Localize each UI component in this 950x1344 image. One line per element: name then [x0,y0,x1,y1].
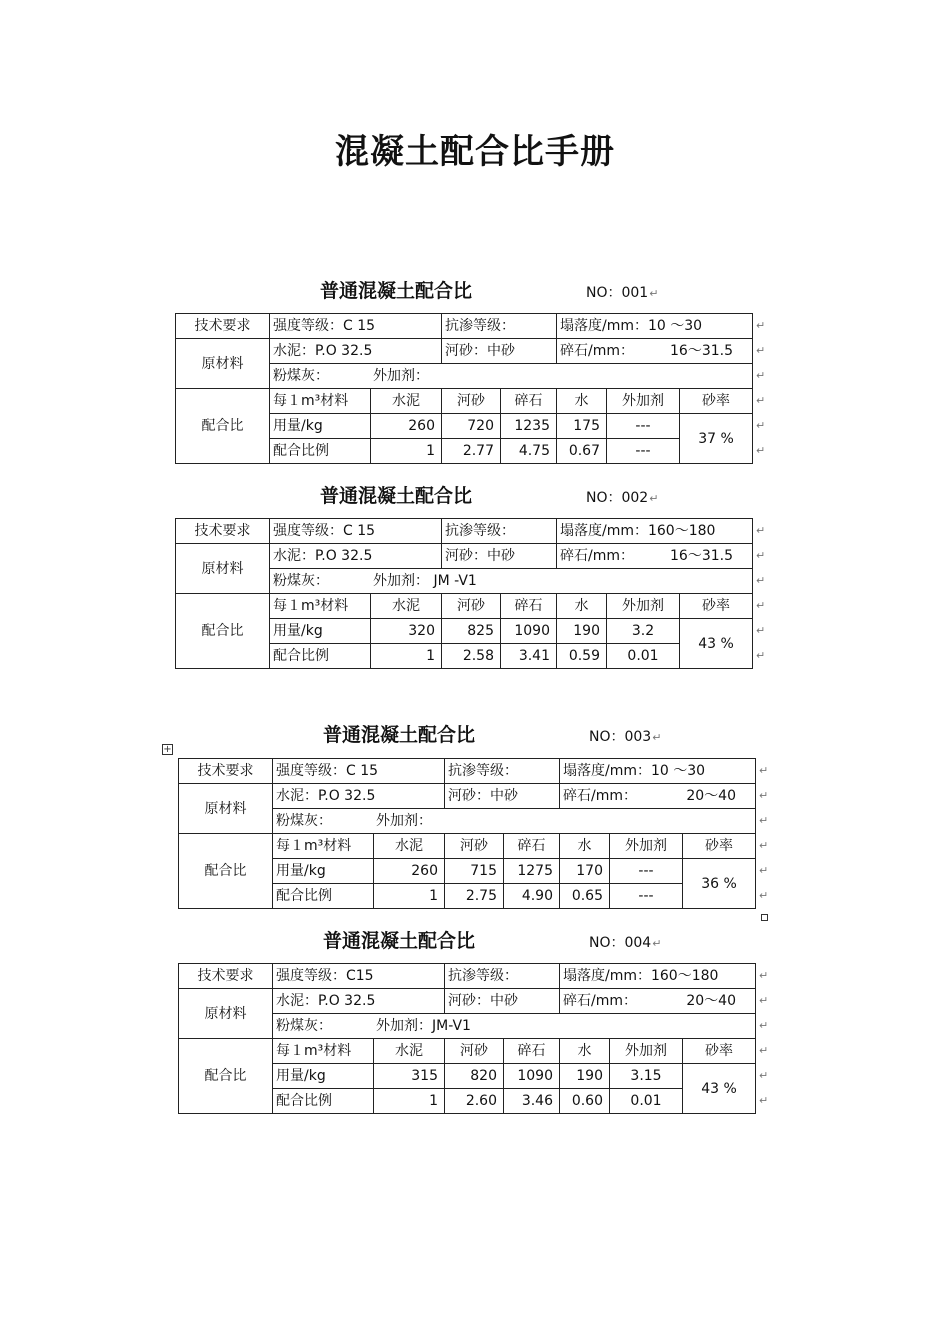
quantity-value: 190 [557,619,607,644]
gravel-spec: 碎石/mm： [560,548,634,564]
section-heading: 普通混凝土配合比 [320,280,473,302]
strength-grade: 强度等级：C15 [273,964,445,989]
ratio-value: --- [607,439,680,464]
admixture-spec: 外加剂： [376,813,432,829]
table-row [179,784,756,809]
section-number [586,282,658,302]
table-row [176,339,753,364]
section-number-text: NO：003 [589,729,652,745]
column-header-cement: 水泥 [374,834,445,859]
tech-requirements-label: 技术要求 [179,964,273,989]
sand-rate-value: 36 % [683,859,756,909]
table-row [176,594,753,619]
ratio-value: 2.58 [442,644,501,669]
end-of-row-mark-icon: ↵ [756,419,766,432]
column-header-water: 水 [560,834,610,859]
ratio-value: 3.41 [501,644,557,669]
ratio-value: 1 [374,884,445,909]
gravel-size: 20～40 [686,993,736,1009]
column-header-gravel: 碎石 [501,594,557,619]
column-header-water: 水 [557,594,607,619]
flyash-spec: 粉煤灰： [276,813,332,829]
flyash-admixture-cell [273,1014,756,1039]
column-header-admixture: 外加剂 [607,389,680,414]
end-of-row-mark-icon: ↵ [759,789,769,802]
quantity-value: 1090 [504,1064,560,1089]
quantity-value: 170 [560,859,610,884]
column-header-sand: 河砂 [442,594,501,619]
gravel-size: 16～31.5 [670,343,733,359]
section-number-text: NO：001 [586,285,649,301]
strength-grade: 强度等级：C 15 [270,314,442,339]
column-header-sand: 河砂 [442,389,501,414]
quantity-label: 用量/kg [270,619,371,644]
raw-materials-label: 原材料 [176,544,270,594]
sand-spec: 河砂：中砂 [445,784,560,809]
ratio-value: 2.75 [445,884,504,909]
gravel-spec-cell [560,989,756,1014]
gravel-spec-cell [557,544,753,569]
table-row [176,314,753,339]
end-of-row-mark-icon: ↵ [759,814,769,827]
section-number [586,487,658,507]
quantity-label: 用量/kg [273,1064,374,1089]
per-cubic-meter-label: 每１m³材料 [270,389,371,414]
section-number [589,932,661,952]
mix-ratio-label: 配合比 [179,834,273,909]
table-row [176,519,753,544]
quantity-label: 用量/kg [273,859,374,884]
sand-spec: 河砂：中砂 [442,339,557,364]
end-of-row-mark-icon: ↵ [759,994,769,1007]
quantity-value: --- [607,414,680,439]
raw-materials-label: 原材料 [176,339,270,389]
impermeability-grade: 抗渗等级： [442,314,557,339]
cement-spec: 水泥：P.O 32.5 [273,784,445,809]
slump-value: 塌落度/mm：10 ～30 [560,759,756,784]
ratio-value: 4.90 [504,884,560,909]
section-heading: 普通混凝土配合比 [323,930,476,952]
column-header-admixture: 外加剂 [610,1039,683,1064]
quantity-value: 260 [371,414,442,439]
ratio-value: 0.59 [557,644,607,669]
gravel-size: 16～31.5 [670,548,733,564]
mix-ratio-table [178,963,756,1114]
strength-grade: 强度等级：C 15 [270,519,442,544]
raw-materials-label: 原材料 [179,989,273,1039]
table-row [179,834,756,859]
sand-rate-value: 43 % [683,1064,756,1114]
quantity-value: 320 [371,619,442,644]
tech-requirements-label: 技术要求 [176,519,270,544]
section-number [589,726,661,746]
cement-spec: 水泥：P.O 32.5 [270,339,442,364]
quantity-value: 260 [374,859,445,884]
end-of-row-mark-icon: ↵ [756,574,766,587]
column-header-cement: 水泥 [371,389,442,414]
quantity-value: 315 [374,1064,445,1089]
end-of-row-mark-icon: ↵ [756,344,766,357]
column-header-sand-rate: 砂率 [680,594,753,619]
ratio-value: 2.60 [445,1089,504,1114]
table-move-handle-icon[interactable]: + [163,744,172,755]
paragraph-mark-icon: ↵ [652,731,662,744]
mix-ratio-table [175,313,753,464]
ratio-label: 配合比例 [273,884,374,909]
ratio-value: 3.46 [504,1089,560,1114]
paragraph-mark-icon: ↵ [652,937,662,950]
ratio-value: 2.77 [442,439,501,464]
ratio-value: 4.75 [501,439,557,464]
section-heading: 普通混凝土配合比 [323,724,476,746]
end-of-row-mark-icon: ↵ [759,969,769,982]
impermeability-grade: 抗渗等级： [445,964,560,989]
quantity-value: 720 [442,414,501,439]
table-row [176,544,753,569]
ratio-value: 0.01 [607,644,680,669]
gravel-size: 20～40 [686,788,736,804]
slump-value: 塌落度/mm：160～180 [560,964,756,989]
section-number-text: NO：004 [589,935,652,951]
end-of-row-mark-icon: ↵ [759,1019,769,1032]
flyash-spec: 粉煤灰： [276,1018,332,1034]
sand-spec: 河砂：中砂 [445,989,560,1014]
quantity-value: 175 [557,414,607,439]
sand-rate-value: 37 % [680,414,753,464]
end-of-row-mark-icon: ↵ [759,864,769,877]
column-header-gravel: 碎石 [504,1039,560,1064]
column-header-sand: 河砂 [445,1039,504,1064]
quantity-value: 825 [442,619,501,644]
quantity-value: --- [610,859,683,884]
end-of-row-mark-icon: ↵ [756,524,766,537]
tech-requirements-label: 技术要求 [179,759,273,784]
flyash-admixture-cell [270,569,753,594]
mix-ratio-label: 配合比 [176,389,270,464]
table-row [179,1039,756,1064]
column-header-gravel: 碎石 [504,834,560,859]
section-number-text: NO：002 [586,490,649,506]
column-header-sand: 河砂 [445,834,504,859]
quantity-value: 3.2 [607,619,680,644]
end-of-row-mark-icon: ↵ [756,444,766,457]
column-header-cement: 水泥 [374,1039,445,1064]
end-of-row-mark-icon: ↵ [756,549,766,562]
raw-materials-label: 原材料 [179,784,273,834]
end-of-row-mark-icon: ↵ [759,1044,769,1057]
quantity-value: 1235 [501,414,557,439]
slump-value: 塌落度/mm：10 ～30 [557,314,753,339]
sand-spec: 河砂：中砂 [442,544,557,569]
ratio-value: 1 [374,1089,445,1114]
end-of-row-mark-icon: ↵ [756,649,766,662]
ratio-label: 配合比例 [273,1089,374,1114]
gravel-spec-cell [557,339,753,364]
ratio-value: 0.67 [557,439,607,464]
end-of-row-mark-icon: ↵ [759,764,769,777]
mix-ratio-table [178,758,756,909]
table-row [176,389,753,414]
cement-spec: 水泥：P.O 32.5 [273,989,445,1014]
flyash-admixture-cell [270,364,753,389]
flyash-admixture-cell [273,809,756,834]
end-of-row-mark-icon: ↵ [759,1069,769,1082]
end-of-row-mark-icon: ↵ [756,369,766,382]
column-header-sand-rate: 砂率 [680,389,753,414]
gravel-spec: 碎石/mm： [560,343,634,359]
ratio-value: 0.01 [610,1089,683,1114]
sand-rate-value: 43 % [680,619,753,669]
column-header-gravel: 碎石 [501,389,557,414]
end-of-row-mark-icon: ↵ [756,624,766,637]
admixture-spec: 外加剂：JM-V1 [376,1018,471,1034]
column-header-cement: 水泥 [371,594,442,619]
ratio-value: 0.65 [560,884,610,909]
impermeability-grade: 抗渗等级： [442,519,557,544]
admixture-spec: 外加剂： JM -V1 [373,573,477,589]
gravel-spec-cell [560,784,756,809]
column-header-water: 水 [560,1039,610,1064]
document-title: 混凝土配合比手册 [335,132,615,172]
table-row [179,759,756,784]
per-cubic-meter-label: 每１m³材料 [273,834,374,859]
ratio-value: 1 [371,439,442,464]
ratio-value: 0.60 [560,1089,610,1114]
quantity-value: 3.15 [610,1064,683,1089]
flyash-spec: 粉煤灰： [273,573,329,589]
end-of-row-mark-icon: ↵ [756,599,766,612]
ratio-value: 1 [371,644,442,669]
admixture-spec: 外加剂： [373,368,429,384]
end-of-row-mark-icon: ↵ [759,839,769,852]
quantity-value: 190 [560,1064,610,1089]
gravel-spec: 碎石/mm： [563,993,637,1009]
ratio-value: --- [610,884,683,909]
mix-ratio-table [175,518,753,669]
column-header-admixture: 外加剂 [610,834,683,859]
quantity-value: 1275 [504,859,560,884]
quantity-value: 1090 [501,619,557,644]
cement-spec: 水泥：P.O 32.5 [270,544,442,569]
strength-grade: 强度等级：C 15 [273,759,445,784]
tech-requirements-label: 技术要求 [176,314,270,339]
column-header-water: 水 [557,389,607,414]
per-cubic-meter-label: 每１m³材料 [273,1039,374,1064]
table-resize-handle[interactable] [761,914,768,921]
end-of-row-mark-icon: ↵ [759,889,769,902]
mix-ratio-label: 配合比 [179,1039,273,1114]
ratio-label: 配合比例 [270,644,371,669]
end-of-row-mark-icon: ↵ [759,1094,769,1107]
table-row [179,989,756,1014]
paragraph-mark-icon: ↵ [649,287,659,300]
table-row [179,964,756,989]
quantity-value: 715 [445,859,504,884]
impermeability-grade: 抗渗等级： [445,759,560,784]
quantity-value: 820 [445,1064,504,1089]
ratio-label: 配合比例 [270,439,371,464]
gravel-spec: 碎石/mm： [563,788,637,804]
quantity-label: 用量/kg [270,414,371,439]
section-heading: 普通混凝土配合比 [320,485,473,507]
column-header-sand-rate: 砂率 [683,1039,756,1064]
mix-ratio-label: 配合比 [176,594,270,669]
column-header-admixture: 外加剂 [607,594,680,619]
end-of-row-mark-icon: ↵ [756,319,766,332]
slump-value: 塌落度/mm：160～180 [557,519,753,544]
flyash-spec: 粉煤灰： [273,368,329,384]
paragraph-mark-icon: ↵ [649,492,659,505]
per-cubic-meter-label: 每１m³材料 [270,594,371,619]
end-of-row-mark-icon: ↵ [756,394,766,407]
column-header-sand-rate: 砂率 [683,834,756,859]
